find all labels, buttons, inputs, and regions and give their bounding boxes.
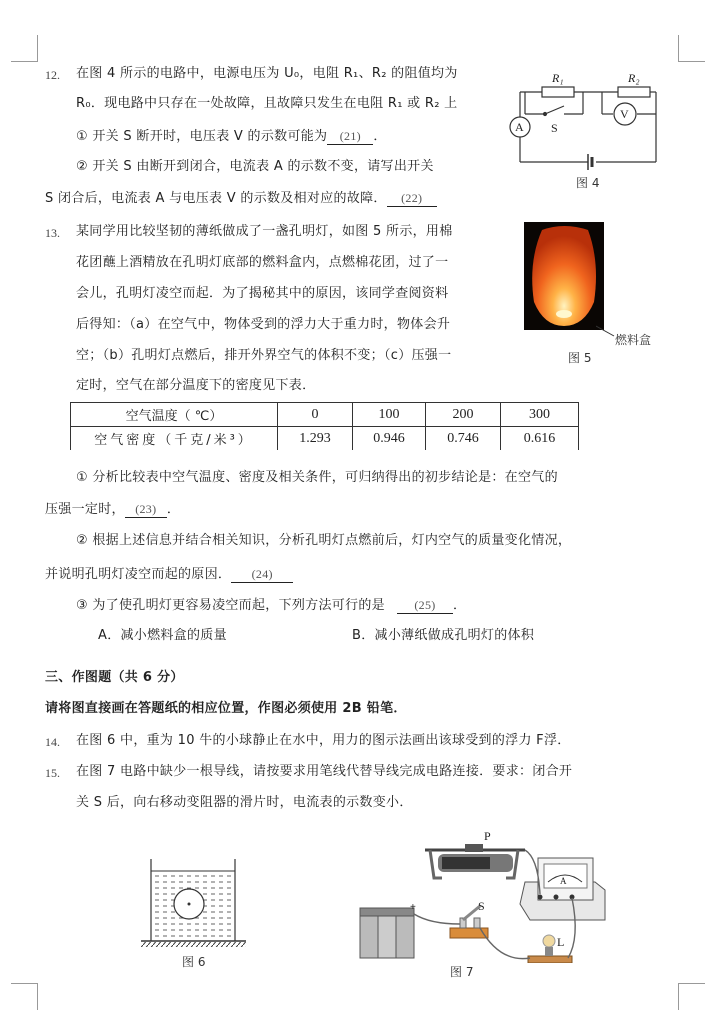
sub-question-2-cont: 并说明孔明灯凌空而起的原因． (24) [45,566,293,583]
table-cell: 100 [353,403,426,427]
question-text: 空；（b）孔明灯点燃后，排开外界空气的体积不变；（c）压强一 [76,348,452,363]
figure-7-circuit-apparatus [350,828,615,978]
answer-blank-23[interactable]: (23) [125,501,167,518]
crop-mark-bottom-left [11,983,38,1010]
svg-text:V: V [620,107,629,121]
question-text: 定时，空气在部分温度下的密度见下表． [76,378,316,393]
sky-lantern-icon [524,222,604,330]
svg-text:R₂: R₂ [628,71,640,85]
sub-question-3: ③ 为了使孔明灯更容易凌空而起，下列方法可行的是 (25) ． [76,598,467,613]
table-cell: 300 [501,403,579,427]
air-density-table [70,402,579,450]
apparatus-drawing-icon [350,828,615,963]
question-text: 关 S 后，向右移动变阻器的滑片时，电流表的示数变小． [76,795,413,810]
crop-mark-top-right [678,35,705,62]
svg-text:+: + [410,902,416,913]
row-header: 空气温度（ ℃） [71,403,278,427]
figure-caption: 图 7 [450,965,474,979]
question-text: 在图 7 电路中缺少一根导线，请按要求用笔线代替导线完成电路连接．要求：闭合开 [76,764,573,779]
question-text: 在图 6 中，重为 10 牛的小球静止在水中，用力的图示法画出该球受到的浮力 F浮． [76,733,571,748]
ammeter-icon [520,858,605,920]
svg-text:A: A [515,120,524,134]
table-cell: 0.746 [426,427,501,451]
svg-text:S: S [478,899,485,913]
question-text: 花团蘸上酒精放在孔明灯底部的燃料盒内，点燃棉花团，过了一 [76,255,449,270]
sub-question-2-cont: S 闭合后，电流表 A 与电压表 V 的示数及相对应的故障． (22) [45,190,437,207]
sub-question-2: ② 根据上述信息并结合相关知识，分析孔明灯点燃前后，灯内空气的质量变化情况， [76,533,572,548]
table-cell: 200 [426,403,501,427]
answer-blank-25[interactable]: (25) [397,597,453,614]
sub-question-1: ① 分析比较表中空气温度、密度及相关条件，可归纳得出的初步结论是：在空气的 [76,470,558,485]
figure-5-sky-lantern-photo [524,222,604,330]
rheostat-icon [425,844,525,878]
table-row [71,403,579,427]
option-b: B．减小薄纸做成孔明灯的体积 [352,628,535,643]
row-header: 空气密度（千克/米³） [71,427,278,451]
svg-text:A: A [560,876,567,886]
question-text: R₀．现电路中只存在一处故障，且故障只发生在电阻 R₁ 或 R₂ 上 [76,96,458,111]
crop-mark-bottom-right [678,983,705,1010]
crop-mark-top-left [11,35,38,62]
question-number: 12. [45,68,60,82]
sub-question-1-cont: 压强一定时， (23) ． [45,502,181,517]
circuit-diagram-icon [500,62,665,192]
figure-caption: 图 6 [182,955,206,969]
question-number: 13. [45,226,60,240]
sub-question-2: ② 开关 S 由断开到闭合，电流表 A 的示数不变，请写出开关 [76,159,434,174]
pointer-line-icon [596,324,616,338]
svg-text:L: L [557,935,565,949]
figure-caption: 图 5 [568,351,592,365]
fuel-box-label: 燃料盒 [615,333,652,347]
section-instruction: 请将图直接画在答题纸的相应位置，作图必须使用 2B 铅笔． [45,701,407,716]
answer-blank-21[interactable]: (21) [327,128,373,145]
figure-4-circuit [500,62,665,192]
question-text: 后得知：（a）在空气中，物体受到的浮力大于重力时，物体会升 [76,317,451,332]
answer-blank-22[interactable]: (22) [387,190,437,207]
figure-caption: 图 4 [576,176,600,190]
water-container-icon [138,855,248,955]
answer-blank-24[interactable]: (24) [231,566,293,583]
table-cell: 0.946 [353,427,426,451]
table-cell: 0 [278,403,353,427]
question-number: 14. [45,735,60,749]
svg-text:S: S [551,121,558,135]
question-text: 在图 4 所示的电路中，电源电压为 U₀，电阻 R₁、R₂ 的阻值均为 [76,66,458,81]
question-text: 会儿，孔明灯凌空而起．为了揭秘其中的原因，该同学查阅资料 [76,286,449,301]
lamp-icon [528,935,572,963]
figure-6-ball-in-water [138,855,248,970]
question-number: 15. [45,766,60,780]
table-cell: 0.616 [501,427,579,451]
table-row [71,427,579,451]
svg-text:P: P [484,829,491,843]
svg-text:R₁: R₁ [552,71,564,85]
section-title: 三、作图题（共 6 分） [45,670,184,685]
battery-icon [360,908,414,958]
table-cell: 1.293 [278,427,353,451]
sub-question-1: ① 开关 S 断开时，电压表 V 的示数可能为 (21) ． [76,129,387,144]
question-text: 某同学用比较坚韧的薄纸做成了一盏孔明灯，如图 5 所示，用棉 [76,224,453,239]
option-a: A．减小燃料盒的质量 [98,628,227,643]
